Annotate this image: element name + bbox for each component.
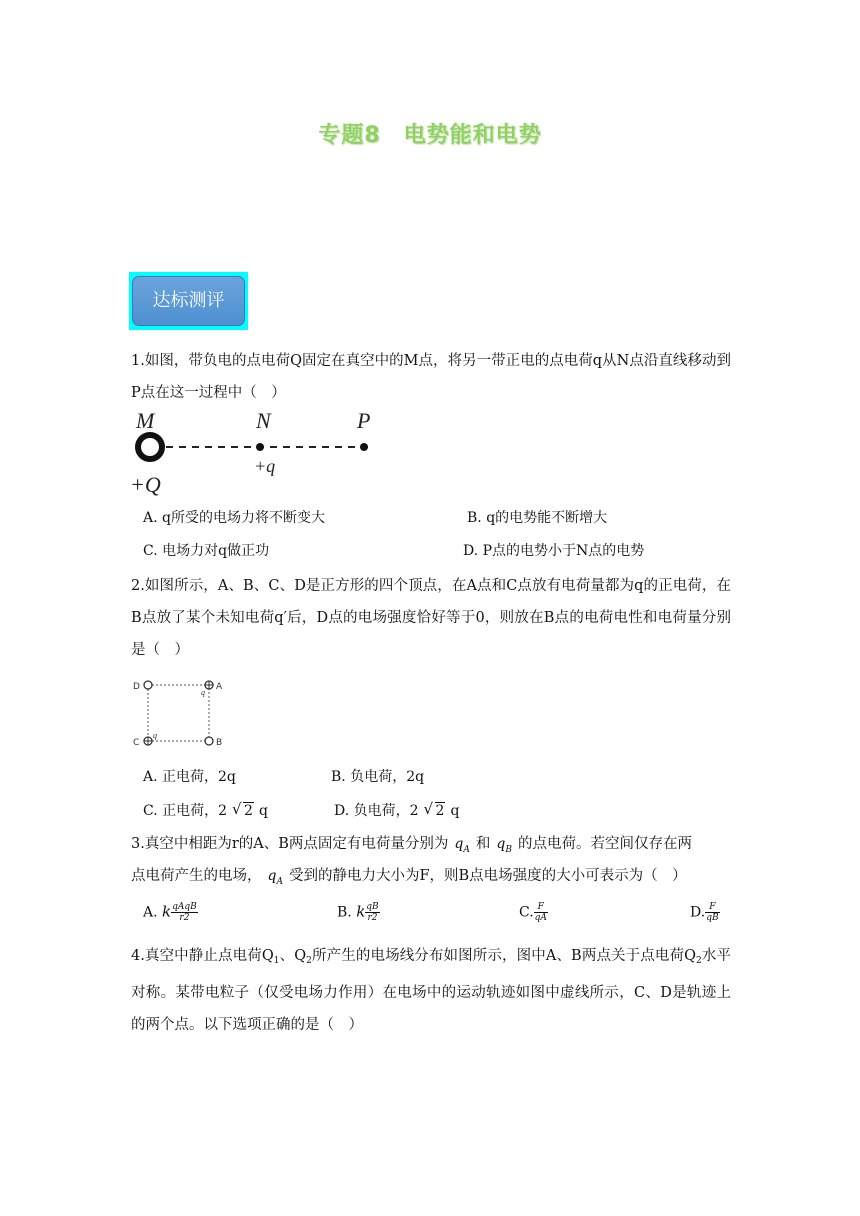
fraction-denominator: qB [706, 913, 719, 923]
q1-option-d: D. P点的电势小于N点的电势 [463, 543, 645, 559]
q1-option-c: C. 电场力对q做正功 [143, 543, 270, 559]
question-1-figure [128, 404, 388, 500]
q3-line2-prefix: 点电荷产生的电场， [131, 868, 262, 884]
q4-part-2: 、Q [279, 948, 307, 964]
q3-qa-base: q [454, 836, 464, 852]
question-1-text: 1.如图，带负电的点电荷Q固定在真空中的M点，将另一带正电的点电荷q从N点沿直线移动到P点在这一过程中（ ） [131, 353, 731, 401]
fraction-numerator: F [534, 902, 548, 913]
fraction-numerator: qAqB [172, 902, 197, 912]
q2-option-c-prefix: C. 正电荷，2 [143, 803, 228, 819]
q2-option-d-suffix: q [450, 803, 460, 819]
point-p-label: P [357, 408, 371, 433]
sqrt-argument: 2 [435, 803, 445, 819]
label-b: B [216, 738, 223, 748]
q3-qb-sub: B [505, 844, 512, 855]
label-a: A [216, 682, 223, 692]
big-charge-label: +Q [130, 472, 161, 497]
section-badge-frame [129, 272, 248, 330]
fraction [534, 902, 548, 923]
q3-and: 和 [475, 836, 491, 852]
square-dashed [148, 685, 209, 741]
q3-qa-sub-2: A [276, 876, 283, 887]
coulomb-constant: k [356, 902, 366, 921]
label-qc: q [153, 731, 157, 740]
q2-option-c [143, 800, 268, 820]
q4-part-4: 水平对称。某带电粒子（仅受电场力作用）在电场中的运动轨迹如图中虚线所示，C、D是轨迹上的两个点。以下选项正确的是（ ） [131, 948, 731, 1033]
q3-option-c-label: C. [519, 904, 534, 921]
label-d: D [133, 682, 140, 692]
q4-sub-1: 1 [273, 956, 280, 966]
q3-line2-suffix: 受到的静电力大小为F，则B点电场强度的大小可表示为（ ） [288, 868, 687, 884]
q2-option-c-suffix: q [258, 803, 268, 819]
question-2-text: 2.如图所示，A、B、C、D是正方形的四个顶点，在A点和C点放有电荷量都为q的正电荷，在B点放了某个未知电荷q′后，D点的电场强度恰好等于0，则放在B点的电荷电性和电荷量分别是（ ） [131, 578, 731, 658]
fraction-denominator: qA [534, 913, 547, 923]
vertex-d-circle [144, 681, 152, 689]
fraction-numerator: qB [366, 902, 379, 912]
sqrt-symbol: √ 2 [423, 800, 445, 819]
point-m-label: M [136, 408, 155, 433]
q3-option-a [143, 902, 198, 923]
q3-qa-sub: A [463, 844, 470, 855]
vertex-b-circle [205, 737, 213, 745]
sqrt-symbol: √ 2 [232, 800, 253, 819]
label-qa: q [201, 688, 205, 697]
q3-option-d [690, 902, 720, 923]
charge-q-ring [138, 435, 162, 459]
q3-line1-suffix: 的点电荷。若空间仅存在两 [517, 836, 692, 852]
q2-option-b: B. 负电荷，2q [331, 769, 425, 785]
question-2-figure [128, 674, 238, 754]
q3-qa-symbol-2 [267, 868, 283, 887]
page-title: 专题8 电势能和电势 [318, 123, 542, 148]
q3-option-b [337, 902, 380, 923]
q2-option-d [334, 800, 459, 820]
q3-qb-base: q [496, 836, 506, 852]
q3-qa-base-2: q [267, 868, 277, 884]
fraction [171, 902, 198, 923]
q3-option-c [519, 902, 548, 923]
question-4-text [131, 940, 731, 1041]
point-p-dot [360, 443, 368, 451]
q4-sub-3: 2 [696, 956, 702, 966]
q4-sub-2: 2 [306, 956, 312, 966]
q3-qa-symbol [454, 836, 470, 855]
q4-part-1: 4.真空中静止点电荷Q [131, 948, 274, 964]
fraction [365, 902, 379, 923]
q1-option-b: B. q的电势能不断增大 [467, 510, 608, 526]
q1-option-a: A. q所受的电场力将不断变大 [143, 510, 325, 526]
fraction [705, 902, 719, 923]
question-3-line-2 [131, 860, 731, 898]
q2-option-d-prefix: D. 负电荷，2 [334, 803, 419, 819]
fraction-numerator: F [705, 902, 719, 913]
q3-option-a-label: A. [143, 904, 158, 921]
fraction-denominator: r2 [179, 913, 190, 923]
fraction-denominator: r2 [367, 913, 378, 923]
q2-option-a: A. 正电荷，2q [143, 769, 236, 785]
q3-option-d-label: D. [690, 904, 706, 921]
q3-line1-prefix: 3.真空中相距为r的A、B两点固定有电荷量分别为 [131, 836, 449, 852]
point-n-dot [256, 443, 264, 451]
coulomb-constant: k [162, 902, 172, 921]
q4-part-3: 所产生的电场线分布如图所示，图中A、B两点关于点电荷Q [311, 948, 697, 964]
point-n-label: N [256, 408, 271, 433]
sqrt-argument: 2 [244, 803, 253, 819]
section-badge: 达标测评 [132, 276, 245, 326]
q3-option-b-label: B. [337, 904, 352, 921]
q3-qb-symbol [496, 836, 512, 855]
label-c: C [133, 738, 140, 748]
small-charge-label: +q [254, 456, 276, 476]
